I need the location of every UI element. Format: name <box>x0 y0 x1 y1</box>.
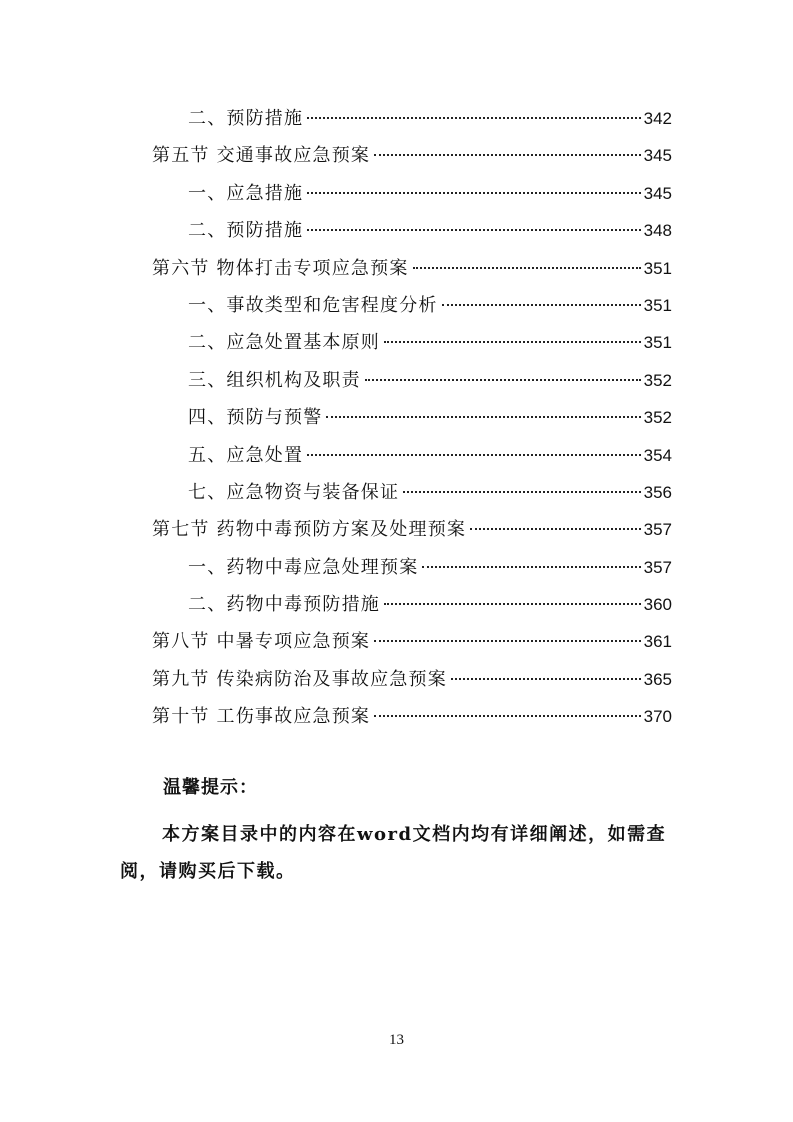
dot-leader <box>422 566 640 568</box>
toc-entry-page: 357 <box>643 520 672 540</box>
toc-entry-title: 四、预防与预警 <box>188 407 323 429</box>
dot-leader <box>307 117 640 119</box>
dot-leader <box>374 715 641 717</box>
dot-leader <box>374 154 641 156</box>
toc-entry-title: 五、应急处置 <box>188 444 304 466</box>
dot-leader <box>384 603 641 605</box>
toc-entry-title: 第五节 交通事故应急预案 <box>152 145 371 167</box>
toc-entry-page: 352 <box>643 370 672 390</box>
toc-entry[interactable] <box>152 702 672 739</box>
toc-entry[interactable] <box>152 291 672 328</box>
toc-entry-title: 第八节 中暑专项应急预案 <box>152 631 371 653</box>
toc-entry[interactable] <box>152 216 672 253</box>
dot-leader <box>470 528 641 530</box>
dot-leader <box>365 379 641 381</box>
toc-entry-title: 一、药物中毒应急处理预案 <box>188 556 419 578</box>
toc-entry-page: 351 <box>643 258 672 278</box>
toc-entry-page: 345 <box>643 183 672 203</box>
dot-leader <box>326 416 640 418</box>
toc-entry-title: 第六节 物体打击专项应急预案 <box>152 257 409 279</box>
toc-entry-page: 365 <box>643 669 672 689</box>
toc-entry-page: 354 <box>643 445 672 465</box>
toc-entry-title: 第七节 药物中毒预防方案及处理预案 <box>152 519 467 541</box>
toc-entry-title: 第九节 传染病防治及事故应急预案 <box>152 668 447 690</box>
dot-leader <box>451 678 641 680</box>
dot-leader <box>403 491 640 493</box>
toc-entry[interactable] <box>152 478 672 515</box>
toc-entry-title: 七、应急物资与装备保证 <box>188 481 400 503</box>
toc-entry-page: 351 <box>643 333 672 353</box>
dot-leader <box>307 229 640 231</box>
toc-entry-title: 第十节 工伤事故应急预案 <box>152 706 371 728</box>
toc-entry-page: 351 <box>643 295 672 315</box>
toc-entry[interactable] <box>152 441 672 478</box>
dot-leader <box>307 192 640 194</box>
dot-leader <box>374 640 641 642</box>
dot-leader <box>307 454 640 456</box>
toc-entry[interactable] <box>152 515 672 552</box>
dot-leader <box>442 304 641 306</box>
toc-entry-title: 一、事故类型和危害程度分析 <box>188 294 438 316</box>
notice-body: 本方案目录中的内容在word文档内均有详细阐述，如需查阅，请购买后下载。 <box>120 824 667 882</box>
notice-title: 温馨提示： <box>163 777 258 798</box>
toc-entry[interactable] <box>152 553 672 590</box>
toc-entry-page: 356 <box>643 482 672 502</box>
toc-entry-title: 二、应急处置基本原则 <box>188 332 380 354</box>
toc-entry[interactable] <box>152 104 672 141</box>
toc-entry[interactable] <box>152 403 672 440</box>
toc-entry[interactable] <box>152 590 672 627</box>
toc-entry-page: 352 <box>643 408 672 428</box>
toc-entry-page: 361 <box>643 632 672 652</box>
toc-entry-page: 370 <box>643 707 672 727</box>
toc-entry[interactable] <box>152 665 672 702</box>
toc-entry-page: 357 <box>643 557 672 577</box>
toc-entry-page: 345 <box>643 146 672 166</box>
toc-entry[interactable] <box>152 141 672 178</box>
toc-entry-title: 二、预防措施 <box>188 108 304 129</box>
toc-entry-page: 342 <box>643 109 672 128</box>
toc-entry-title: 一、应急措施 <box>188 182 304 204</box>
page-number: 13 <box>389 1032 404 1048</box>
dot-leader <box>384 341 641 343</box>
toc-entry[interactable] <box>152 328 672 365</box>
toc-entry[interactable] <box>152 179 672 216</box>
toc-entry[interactable] <box>152 627 672 664</box>
toc-entry-page: 348 <box>643 221 672 241</box>
toc-entry[interactable] <box>152 366 672 403</box>
dot-leader <box>413 267 641 269</box>
table-of-contents <box>152 104 672 740</box>
toc-entry-page: 360 <box>643 595 672 615</box>
toc-entry-title: 三、组织机构及职责 <box>188 369 361 391</box>
toc-entry-title: 二、药物中毒预防措施 <box>188 594 380 616</box>
toc-entry-title: 二、预防措施 <box>188 220 304 242</box>
toc-entry[interactable] <box>152 254 672 291</box>
